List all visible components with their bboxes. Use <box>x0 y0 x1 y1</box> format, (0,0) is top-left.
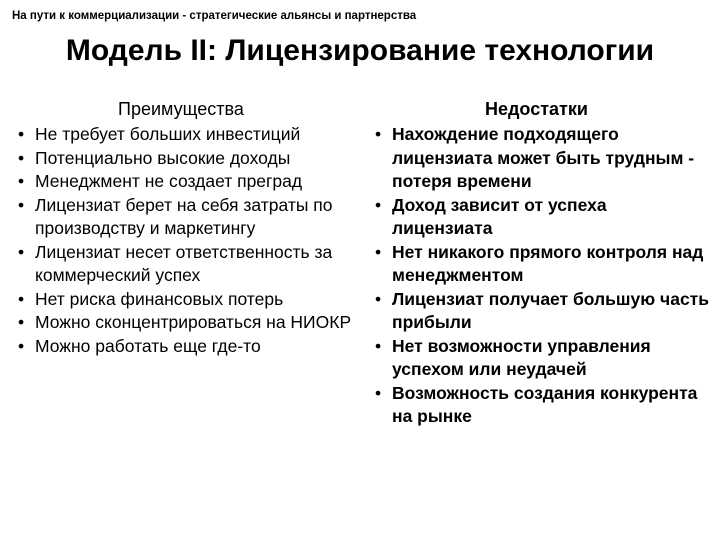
list-item <box>18 147 363 171</box>
bullet-icon: • <box>18 171 25 191</box>
disadvantages-heading: Недостатки <box>485 99 588 119</box>
list-item-text: Потенциально высокие доходы <box>35 147 291 168</box>
advantages-heading: Преимущества <box>118 99 244 119</box>
list-item <box>18 288 363 312</box>
list-item-text: Лицензиат берет на себя затраты по производству и маркетингу <box>35 194 333 238</box>
list-item <box>18 170 363 194</box>
bullet-icon: • <box>18 312 25 332</box>
bullet-icon: • <box>18 124 25 144</box>
advantages-column <box>18 98 363 358</box>
list-item-text: Нет никакого прямого контроля над менеджментом <box>392 241 704 285</box>
list-item <box>375 241 710 288</box>
bullet-icon: • <box>375 288 382 309</box>
disadvantages-list <box>375 123 710 429</box>
disadvantages-column <box>375 98 710 429</box>
bullet-icon: • <box>18 194 25 215</box>
list-item <box>375 194 710 241</box>
list-item-text: Доход зависит от успеха лицензиата <box>392 194 607 238</box>
advantages-list <box>18 123 363 358</box>
list-item <box>375 335 710 382</box>
bullet-icon: • <box>18 288 25 309</box>
bullet-icon: • <box>375 241 382 262</box>
list-item <box>375 123 710 194</box>
list-item-text: Можно работать еще где-то <box>35 335 261 356</box>
list-item-text: Менеджмент не создает преград <box>35 171 303 191</box>
list-item-text: Нет риска финансовых потерь <box>35 288 284 309</box>
bullet-icon: • <box>375 335 382 356</box>
list-item-text: Не требует больших инвестиций <box>35 124 301 144</box>
slide-title: Модель II: Лицензирование технологии <box>65 34 655 67</box>
list-item <box>18 123 363 147</box>
list-item-text: Нет возможности управления успехом или неудачей <box>392 335 651 379</box>
list-item-text: Лицензиат несет ответственность за коммерческий успех <box>35 241 333 285</box>
bullet-icon: • <box>18 241 25 262</box>
list-item-text: Возможность создания конкурента на рынке <box>392 382 698 426</box>
bullet-icon: • <box>375 124 382 144</box>
bullet-icon: • <box>18 335 25 356</box>
bullet-icon: • <box>18 147 25 168</box>
list-item <box>18 335 363 359</box>
list-item <box>18 194 363 241</box>
list-item-text: Нахождение подходящего лицензиата может быть трудным - потеря времени <box>392 124 695 191</box>
list-item <box>18 311 363 335</box>
list-item <box>375 288 710 335</box>
list-item-text: Лицензиат получает большую часть прибыли <box>392 288 710 332</box>
slide-header: На пути к коммерциализации - стратегические альянсы и партнерства <box>12 10 417 22</box>
list-item <box>18 241 363 288</box>
list-item <box>375 382 710 429</box>
bullet-icon: • <box>375 194 382 215</box>
list-item-text: Можно сконцентрироваться на НИОКР <box>35 312 352 332</box>
bullet-icon: • <box>375 382 382 403</box>
